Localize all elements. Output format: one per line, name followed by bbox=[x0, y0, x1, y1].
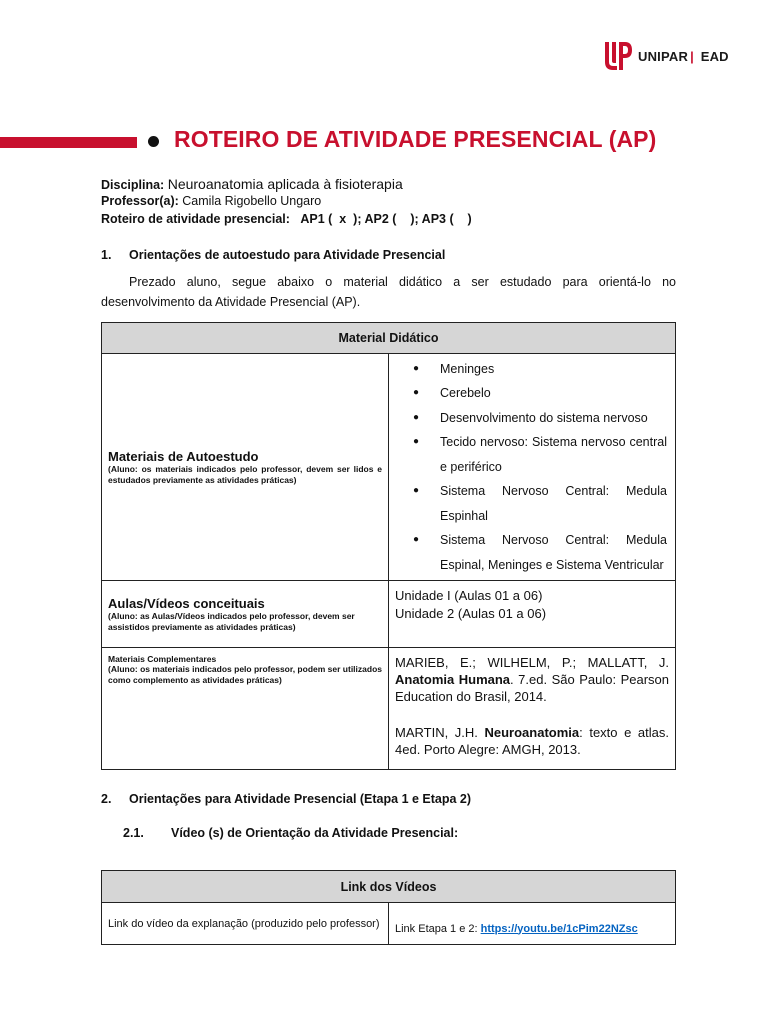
list-item: ● Sistema Nervoso Central: Medula Espinal, Meninges e Sistema Ventricular bbox=[395, 528, 669, 577]
video-link[interactable]: https://youtu.be/1cPim22NZsc bbox=[480, 922, 638, 935]
section-2-1-heading bbox=[123, 826, 458, 840]
roteiro-line bbox=[101, 212, 472, 226]
reference-1-title: Anatomia Humana bbox=[395, 672, 511, 687]
section-1-paragraph: Prezado aluno, segue abaixo o material didático a ser estudado para orientá-lo no desenvolvimento da Atividade Presencial (AP). bbox=[101, 275, 676, 309]
unipar-logo-icon bbox=[603, 40, 633, 72]
material-table bbox=[101, 322, 676, 770]
complementary-label-cell bbox=[102, 648, 389, 770]
videos-units-cell bbox=[389, 581, 676, 648]
video-link-cell bbox=[389, 903, 676, 945]
table-row bbox=[102, 354, 676, 581]
section-2-1-number: 2.1. bbox=[123, 826, 144, 840]
self-study-label-cell bbox=[102, 354, 389, 581]
section-1-title: Orientações de autoestudo para Atividade Presencial bbox=[129, 248, 446, 262]
self-study-list bbox=[395, 357, 669, 578]
page-title: ROTEIRO DE ATIVIDADE PRESENCIAL (AP) bbox=[174, 126, 657, 152]
list-item: ● Tecido nervoso: Sistema nervoso central e periférico bbox=[395, 430, 669, 479]
table-row bbox=[102, 581, 676, 648]
section-1-number: 1. bbox=[101, 248, 112, 262]
roteiro-value: AP1 ( x ); AP2 ( ); AP3 ( ) bbox=[300, 212, 472, 226]
professor-value: Camila Rigobello Ungaro bbox=[182, 194, 322, 208]
title-bullet-icon bbox=[148, 136, 159, 147]
videos-title: Aulas/Vídeos conceituais bbox=[108, 595, 265, 611]
logo-text: UNIPAR bbox=[638, 48, 689, 64]
roteiro-label: Roteiro de atividade presencial: bbox=[101, 212, 290, 226]
section-2-number: 2. bbox=[101, 792, 112, 806]
reference-1-details: . 7.ed. São Paulo: Pearson Education do Brasil, 2014. bbox=[395, 672, 669, 704]
unit-line: Unidade 2 (Aulas 01 a 06) bbox=[395, 606, 547, 621]
reference-1-authors: MARIEB, E.; WILHELM, P.; MALLATT, J. bbox=[395, 655, 669, 670]
logo-separator: | bbox=[690, 48, 694, 64]
video-link-label-cell: Link do vídeo da explanação (produzido pelo professor) bbox=[102, 903, 389, 945]
complementary-refs-cell bbox=[389, 648, 676, 770]
title-accent-bar bbox=[0, 137, 137, 148]
complementary-title: Materiais Complementares bbox=[108, 654, 217, 664]
videos-note: (Aluno: as Aulas/Vídeos indicados pelo professor, devem ser assistidos previamente as atividades práticas) bbox=[108, 610, 355, 632]
unipar-ead-logo bbox=[603, 40, 729, 72]
reference-2 bbox=[395, 724, 669, 758]
section-2-title: Orientações para Atividade Presencial (Etapa 1 e Etapa 2) bbox=[129, 792, 472, 806]
section-2-heading bbox=[101, 792, 471, 806]
list-item: ● Sistema Nervoso Central: Medula Espinhal bbox=[395, 479, 669, 528]
section-2-1-title: Vídeo (s) de Orientação da Atividade Presencial: bbox=[171, 826, 459, 840]
reference-2-title: Neuroanatomia bbox=[484, 725, 580, 740]
self-study-note: (Aluno: os materiais indicados pelo professor, devem ser lidos e estudados previamente as atividades práticas) bbox=[108, 463, 382, 485]
complementary-note: (Aluno: os materiais indicados pelo professor, podem ser utilizados como complemento as atividades práticas) bbox=[108, 664, 382, 685]
video-links-table bbox=[101, 870, 676, 945]
self-study-title: Materiais de Autoestudo bbox=[108, 448, 259, 464]
discipline-value: Neuroanatomia aplicada à fisioterapia bbox=[167, 176, 403, 192]
professor-label: Professor(a): bbox=[101, 194, 179, 208]
discipline-line bbox=[101, 176, 403, 192]
reference-2-authors: MARTIN, J.H. bbox=[395, 725, 485, 740]
logo-suffix: EAD bbox=[700, 48, 729, 64]
list-item: ● Meninges bbox=[395, 357, 669, 382]
reference-2-details: : texto e atlas. 4ed. Porto Alegre: AMGH, 2013. bbox=[395, 725, 669, 757]
reference-1 bbox=[395, 654, 669, 705]
list-item: ● Cerebelo bbox=[395, 381, 669, 406]
professor-line bbox=[101, 194, 321, 208]
table-row bbox=[102, 648, 676, 770]
video-link-prefix: Link Etapa 1 e 2: bbox=[395, 922, 481, 935]
video-table-header: Link dos Vídeos bbox=[102, 871, 676, 903]
self-study-items-cell bbox=[389, 354, 676, 581]
list-item: ● Desenvolvimento do sistema nervoso bbox=[395, 406, 669, 431]
unit-line: Unidade I (Aulas 01 a 06) bbox=[395, 588, 543, 603]
material-table-header: Material Didático bbox=[102, 323, 676, 354]
section-1-heading bbox=[101, 248, 445, 262]
discipline-label: Disciplina: bbox=[101, 178, 165, 192]
videos-label-cell bbox=[102, 581, 389, 648]
table-row bbox=[102, 903, 676, 945]
